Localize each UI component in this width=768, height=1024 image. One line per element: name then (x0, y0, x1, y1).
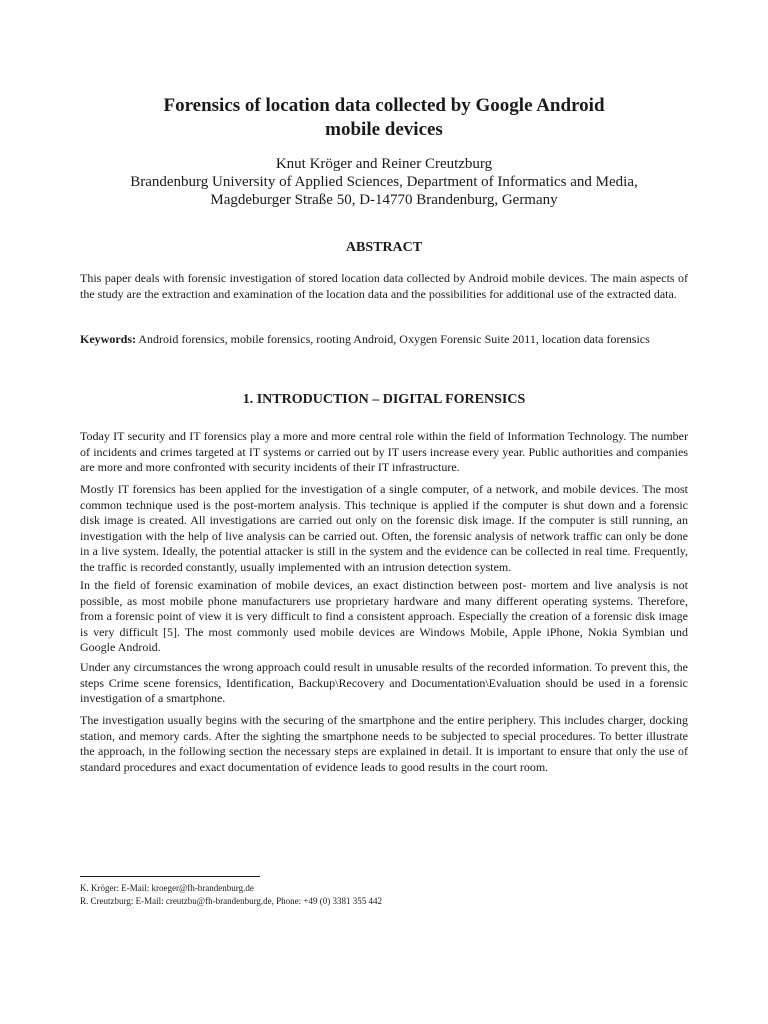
footnote-creutzburg: R. Creutzburg: E-Mail: creutzbu@fh-brandenburg.de, Phone: +49 (0) 3381 355 442 (80, 896, 382, 906)
keywords-text: Android forensics, mobile forensics, rooting Android, Oxygen Forensic Suite 2011, location data forensics (136, 332, 650, 346)
paper-title (80, 94, 688, 142)
author-block (60, 155, 708, 209)
affiliation-line-1: Brandenburg University of Applied Sciences, Department of Informatics and Media, (130, 174, 638, 190)
author-names: Knut Kröger and Reiner Creutzburg (275, 156, 493, 172)
footnotes (80, 882, 688, 908)
intro-paragraph-2: Mostly IT forensics has been applied for the investigation of a single computer, of a network, and mobile devices. The most common technique used is the post-mortem analysis. This technique is applied if the computer is shut down and a forensic disk image is created. All investigations are carried out only on the forensic disk image. If the computer is still running, an investigation with the help of live analysis can be carried out. Often, the forensic analysis of network traffic can only be done in a live system. Ideally, the potential attacker is still in the system and the evidence can be collected in real time. Frequently, the traffic is recorded constantly, usually implemented with an intrusion detection system. (80, 482, 688, 574)
abstract-heading: ABSTRACT (345, 240, 423, 255)
intro-paragraph-3: In the field of forensic examination of mobile devices, an exact distinction between post- mortem and live analysis is not possible, as most mobile phone manufacturers use proprietary hardware and many different operating systems. Therefore, from a forensic point of view it is very difficult to find a consistent approach. Especially the creation of a forensic disk image is very difficult [5]. The most commonly used mobile devices are Windows Mobile, Apple iPhone, Nokia Symbian und Google Android. (80, 578, 688, 654)
footnote-kroeger: K. Kröger: E-Mail: kroeger@fh-brandenburg.de (80, 883, 254, 893)
paper-title-line-1: Forensics of location data collected by Google Android (163, 95, 605, 116)
intro-paragraph-1: Today IT security and IT forensics play a more and more central role within the field of Information Technology. The number of incidents and crimes targeted at IT systems or carried out by IT users increase every year. Public authorities and companies are more and more confronted with security incidents of their IT infrastructure. (80, 429, 688, 474)
footnote-divider (80, 876, 260, 877)
intro-paragraph-4: Under any circumstances the wrong approach could result in unusable results of the recorded information. To prevent this, the steps Crime scene forensics, Identification, Backup\Recovery and Documentation\Evaluation should be used in a forensic investigation of a smartphone. (80, 660, 688, 705)
keywords-paragraph (80, 332, 688, 348)
paper-title-line-2: mobile devices (325, 119, 443, 140)
intro-paragraph-5: The investigation usually begins with the securing of the smartphone and the entire periphery. This includes charger, docking station, and memory cards. After the sighting the smartphone needs to be subjected to special procedures. To better illustrate the approach, in the following section the necessary steps are explained in detail. It is important to ensure that only the use of standard procedures and exact documentation of evidence leads to good results in the court room. (80, 713, 688, 774)
keywords-label: Keywords: (80, 332, 136, 346)
affiliation-line-2: Magdeburger Straße 50, D-14770 Brandenburg, Germany (210, 192, 558, 208)
section-1-heading: 1. INTRODUCTION – DIGITAL FORENSICS (242, 392, 526, 407)
abstract-paragraph: This paper deals with forensic investigation of stored location data collected by Android mobile devices. The main aspects of the study are the extraction and examination of the location data and the possibilities for additional use of the extracted data. (80, 271, 688, 301)
